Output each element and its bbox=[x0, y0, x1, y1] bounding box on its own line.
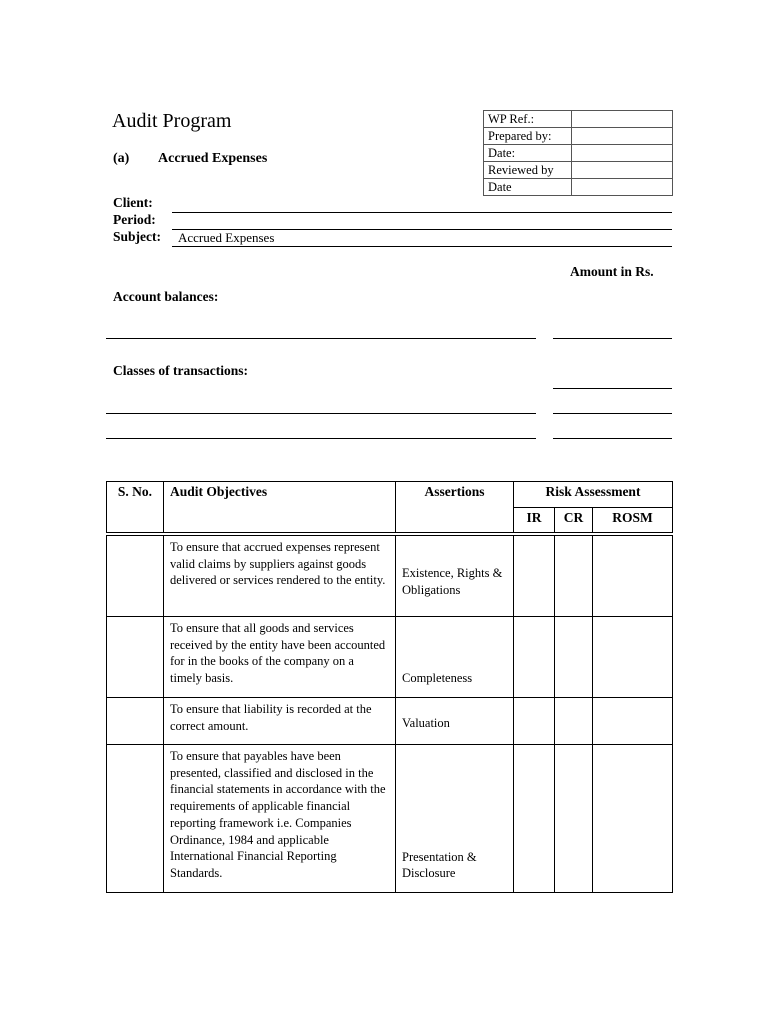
sno-cell[interactable] bbox=[107, 745, 164, 893]
wp-row bbox=[484, 145, 673, 162]
objective-text: To ensure that all goods and services received by the entity have been accounted for in the books of the company on a timely basis. bbox=[170, 621, 386, 686]
table-row bbox=[107, 745, 673, 893]
wp-row bbox=[484, 162, 673, 179]
audit-objectives-header: Audit Objectives bbox=[164, 482, 396, 533]
assertions-header: Assertions bbox=[396, 482, 514, 533]
account-balances-label: Account balances: bbox=[113, 289, 219, 304]
rosm-cell[interactable] bbox=[593, 617, 673, 698]
objective-cell bbox=[164, 745, 396, 893]
objective-text: To ensure that accrued expenses represent valid claims by suppliers against goods delivered or services rendered to the entity. bbox=[170, 540, 386, 588]
period-label: Period: bbox=[113, 212, 156, 227]
date-value[interactable] bbox=[572, 145, 673, 162]
classes-of-transactions-label: Classes of transactions: bbox=[113, 363, 248, 378]
objective-cell bbox=[164, 536, 396, 617]
assertion-text: Existence, Rights & Obligations bbox=[402, 566, 503, 597]
assertion-cell bbox=[396, 536, 514, 617]
audit-objectives-table bbox=[106, 481, 673, 893]
working-paper-box bbox=[483, 110, 673, 196]
subject-field-line[interactable] bbox=[172, 246, 672, 247]
review-date-value[interactable] bbox=[572, 179, 673, 196]
assertion-cell bbox=[396, 617, 514, 698]
wp-row bbox=[484, 111, 673, 128]
rosm-cell[interactable] bbox=[593, 698, 673, 745]
transaction-amount-line[interactable] bbox=[553, 388, 672, 389]
section-name: Accrued Expenses bbox=[158, 151, 268, 166]
ir-cell[interactable] bbox=[514, 745, 555, 893]
ir-cell[interactable] bbox=[514, 536, 555, 617]
cr-header: CR bbox=[555, 508, 593, 533]
date-label: Date: bbox=[484, 145, 572, 162]
assertion-text: Completeness bbox=[402, 671, 473, 686]
amount-label: Amount in Rs. bbox=[570, 264, 654, 279]
risk-assessment-header: Risk Assessment bbox=[514, 482, 673, 508]
rosm-cell[interactable] bbox=[593, 745, 673, 893]
wp-ref-label: WP Ref.: bbox=[484, 111, 572, 128]
client-label: Client: bbox=[113, 195, 153, 210]
reviewed-by-value[interactable] bbox=[572, 162, 673, 179]
assertion-cell bbox=[396, 745, 514, 893]
client-field-line[interactable] bbox=[172, 212, 672, 213]
objective-cell bbox=[164, 617, 396, 698]
transaction-amount-line[interactable] bbox=[553, 438, 672, 439]
sno-cell[interactable] bbox=[107, 536, 164, 617]
wp-row bbox=[484, 128, 673, 145]
account-balance-line[interactable] bbox=[106, 338, 536, 339]
objective-cell bbox=[164, 698, 396, 745]
transaction-amount-line[interactable] bbox=[553, 413, 672, 414]
page-title: Audit Program bbox=[112, 110, 232, 132]
transaction-line[interactable] bbox=[106, 413, 536, 414]
cr-cell[interactable] bbox=[555, 698, 593, 745]
sno-cell[interactable] bbox=[107, 617, 164, 698]
wp-ref-value[interactable] bbox=[572, 111, 673, 128]
table-row bbox=[107, 617, 673, 698]
ir-cell[interactable] bbox=[514, 617, 555, 698]
prepared-by-value[interactable] bbox=[572, 128, 673, 145]
rosm-header: ROSM bbox=[593, 508, 673, 533]
section-label: (a) bbox=[113, 151, 130, 166]
prepared-by-label: Prepared by: bbox=[484, 128, 572, 145]
objective-text: To ensure that payables have been presented, classified and disclosed in the financial statements in accordance with the requirements of applicable financial reporting framework i.e. Companies Ordinance, 1984 and applicable International Financial Reporting Standards. bbox=[170, 749, 386, 880]
account-balance-amount-line[interactable] bbox=[553, 338, 672, 339]
subject-value: Accrued Expenses bbox=[178, 230, 275, 245]
assertion-text: Valuation bbox=[402, 716, 450, 731]
table-row bbox=[107, 536, 673, 617]
rosm-cell[interactable] bbox=[593, 536, 673, 617]
objective-text: To ensure that liability is recorded at the correct amount. bbox=[170, 702, 372, 733]
review-date-label: Date bbox=[484, 179, 572, 196]
cr-cell[interactable] bbox=[555, 536, 593, 617]
cr-cell[interactable] bbox=[555, 745, 593, 893]
assertion-text: Presentation & Disclosure bbox=[402, 849, 477, 881]
assertion-cell bbox=[396, 698, 514, 745]
sno-header: S. No. bbox=[107, 482, 164, 533]
sno-cell[interactable] bbox=[107, 698, 164, 745]
ir-cell[interactable] bbox=[514, 698, 555, 745]
subject-label: Subject: bbox=[113, 229, 161, 244]
reviewed-by-label: Reviewed by bbox=[484, 162, 572, 179]
ir-header: IR bbox=[514, 508, 555, 533]
table-row bbox=[107, 698, 673, 745]
cr-cell[interactable] bbox=[555, 617, 593, 698]
transaction-line[interactable] bbox=[106, 438, 536, 439]
wp-row bbox=[484, 179, 673, 196]
